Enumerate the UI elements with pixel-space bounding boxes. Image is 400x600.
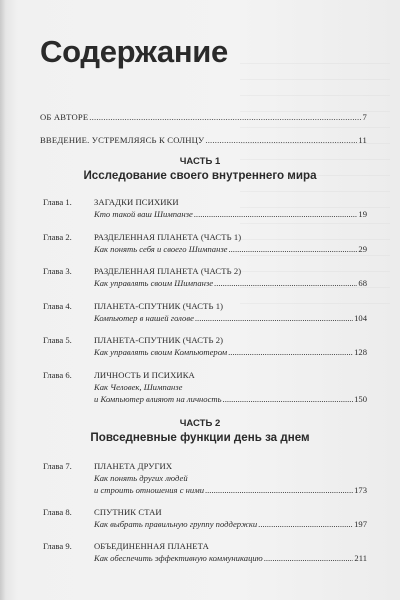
chapter-number: Глава 3.: [43, 266, 72, 276]
chapter-page: 128: [354, 347, 367, 357]
chapter-name: РАЗДЕЛЕННАЯ ПЛАНЕТА (ЧАСТЬ 2): [94, 266, 242, 276]
chapter-1: [40, 196, 367, 220]
chapter-subtitle: и Компьютер влияют на личность: [94, 394, 222, 404]
chapter-subtitle: Кто такой ваш Шимпанзе: [94, 209, 193, 219]
chapter-number: Глава 6.: [43, 370, 72, 380]
leader-dots: [214, 277, 357, 289]
chapter-page: 68: [358, 278, 367, 288]
leader-dots: [195, 312, 353, 324]
leader-dots: [194, 208, 358, 220]
chapter-name: ЛИЧНОСТЬ И ПСИХИКА: [94, 370, 195, 380]
toc-entry-page: 7: [362, 112, 367, 122]
leader-dots: [205, 484, 353, 496]
chapter-number: Глава 4.: [43, 301, 72, 311]
chapter-subtitle: Как Человек, Шимпанзе: [94, 382, 183, 392]
chapter-name: ПЛАНЕТА-СПУТНИК (ЧАСТЬ 2): [94, 335, 224, 345]
chapter-page: 29: [358, 244, 367, 254]
leader-dots: [258, 518, 353, 530]
chapter-page: 19: [358, 209, 367, 219]
chapter-2: [40, 231, 367, 255]
part-1-title: Исследование своего внутреннего мира: [83, 169, 317, 182]
chapter-page: 150: [354, 394, 367, 404]
chapter-number: Глава 2.: [43, 232, 72, 242]
chapter-subtitle: и строить отношения с ними: [94, 485, 204, 495]
chapter-4: [40, 300, 367, 324]
part-2-title: Повседневные функции день за днем: [90, 431, 310, 444]
chapter-subtitle: Компьютер в нашей голове: [94, 313, 194, 323]
leader-dots: [89, 112, 361, 122]
chapter-name: ПЛАНЕТА ДРУГИХ: [94, 461, 173, 471]
leader-dots: [223, 393, 354, 405]
chapter-page: 197: [354, 519, 367, 529]
chapter-name: ЗАГАДКИ ПСИХИКИ: [94, 197, 179, 207]
chapter-subtitle: Как управлять своим Шимпанзе: [94, 278, 214, 288]
leader-dots: [205, 135, 357, 145]
chapter-number: Глава 7.: [43, 461, 72, 471]
chapter-name: ПЛАНЕТА-СПУТНИК (ЧАСТЬ 1): [94, 301, 224, 311]
leader-dots: [228, 346, 353, 358]
toc-entry-label: ОБ АВТОРЕ: [40, 112, 89, 122]
leader-dots: [264, 552, 354, 564]
chapter-number: Глава 9.: [43, 541, 72, 551]
toc-entry-label: ВВЕДЕНИЕ. УСТРЕМЛЯЯСЬ К СОЛНЦУ: [40, 135, 205, 145]
chapter-subtitle: Как понять других людей: [94, 473, 188, 483]
chapter-9: [40, 540, 367, 564]
chapter-5: [40, 334, 367, 358]
leader-dots: [229, 243, 358, 255]
chapter-name: СПУТНИК СТАИ: [94, 507, 162, 517]
chapter-number: Глава 8.: [43, 507, 72, 517]
chapter-number: Глава 5.: [43, 335, 72, 345]
chapter-subtitle: Как управлять своим Компьютером: [94, 347, 228, 357]
chapter-7: [40, 460, 367, 496]
part-1-label: ЧАСТЬ 1: [179, 156, 221, 167]
page-title: Содержание: [40, 34, 228, 69]
chapter-6: [40, 369, 367, 405]
chapter-3: [40, 265, 367, 289]
toc-entry-page: 11: [358, 135, 367, 145]
chapter-subtitle: Как обеспечить эффективную коммуникацию: [94, 553, 263, 563]
chapter-8: [40, 506, 367, 530]
toc-entry-introduction: [40, 135, 367, 145]
chapter-name: РАЗДЕЛЕННАЯ ПЛАНЕТА (ЧАСТЬ 1): [94, 232, 242, 242]
chapter-subtitle: Как выбрать правильную группу поддержки: [94, 519, 258, 529]
chapter-subtitle: Как понять себя и своего Шимпанзе: [94, 244, 228, 254]
chapter-name: ОБЪЕДИНЕННАЯ ПЛАНЕТА: [94, 541, 209, 551]
part-2-label: ЧАСТЬ 2: [179, 418, 221, 429]
chapter-page: 173: [354, 485, 367, 495]
toc-entry-about-author: [40, 112, 367, 122]
chapter-number: Глава 1.: [43, 197, 72, 207]
chapter-page: 104: [354, 313, 367, 323]
chapter-page: 211: [354, 553, 367, 563]
